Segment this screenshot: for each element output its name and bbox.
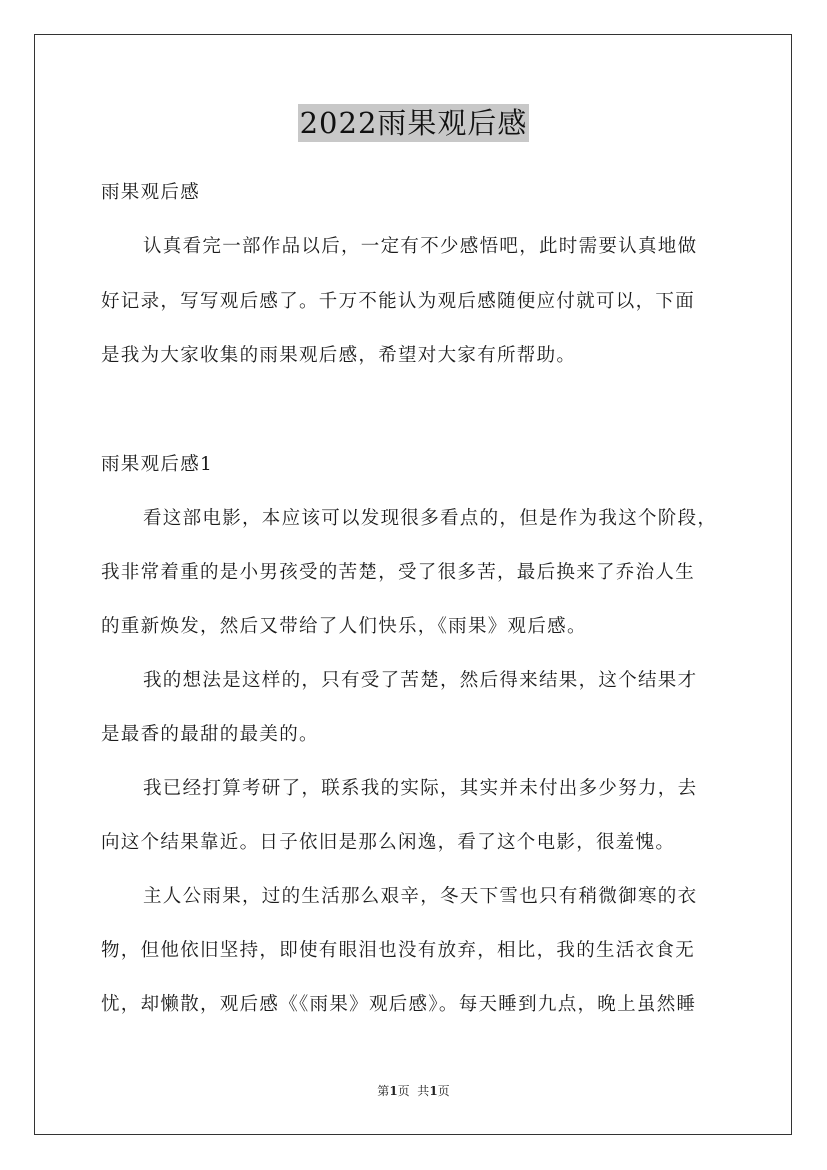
footer-page-total: 1 [429,1084,438,1098]
paragraph-line: 认真看完一部作品以后，一定有不少感悟吧，此时需要认真地做 [143,236,698,257]
paragraph-line: 我的想法是这样的，只有受了苦楚，然后得来结果，这个结果才 [143,670,698,691]
paragraph-line: 物，但他依旧坚持，即使有眼泪也没有放弃，相比，我的生活衣食无 [101,940,696,961]
paragraph-line: 好记录，写写观后感了。千万不能认为观后感随便应付就可以，下面 [101,291,696,312]
footer-page-current: 1 [389,1084,398,1098]
section-heading: 雨果观后感1 [101,454,214,475]
footer-mid: 页 共 [397,1084,430,1098]
footer-suffix: 页 [437,1084,450,1098]
page-footer [0,1083,827,1099]
paragraph-line: 是我为大家收集的雨果观后感，希望对大家有所帮助。 [101,345,577,366]
paragraph-line: 我非常着重的是小男孩受的苦楚，受了很多苦，最后换来了乔治人生 [101,562,696,583]
paragraph-line: 是最香的最甜的最美的。 [101,724,319,745]
paragraph-line: 我已经打算考研了，联系我的实际，其实并未付出多少努力，去 [143,778,698,799]
paragraph-line: 忧，却懒散，观后感《《雨果》观后感》。每天睡到九点，晚上虽然睡 [101,994,697,1015]
paragraph-line: 看这部电影，本应该可以发现很多看点的，但是作为我这个阶段， [143,508,718,529]
document-title: 2022雨果观后感 [299,106,528,140]
section-heading: 雨果观后感 [101,182,201,203]
paragraph-line: 主人公雨果，过的生活那么艰辛，冬天下雪也只有稍微御寒的衣 [143,886,698,907]
footer-prefix: 第 [377,1084,390,1098]
paragraph-line: 的重新焕发，然后又带给了人们快乐，《雨果》观后感。 [101,616,587,637]
paragraph-line: 向这个结果靠近。日子依旧是那么闲逸，看了这个电影，很羞愧。 [101,832,676,853]
title-container [0,104,827,142]
